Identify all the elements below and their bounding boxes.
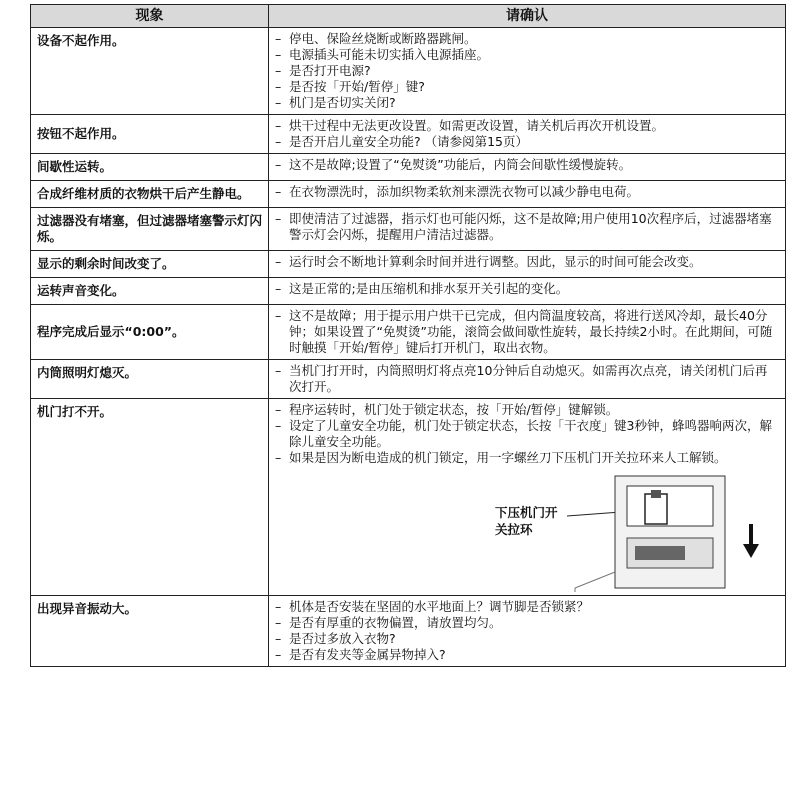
check-item: – 是否有厚重的衣物偏置，请放置均匀。 [275,615,779,631]
check-cell [269,251,786,278]
check-item: – 即使清洁了过滤器，指示灯也可能闪烁，这不是故障;用户使用10次程序后，过滤器堵塞警示灯会闪烁，提醒用户清洁过滤器。 [275,211,779,243]
header-check: 请确认 [269,5,786,28]
troubleshooting-table [30,4,786,667]
check-item: – 这是正常的;是由压缩机和排水泵开关引起的变化。 [275,281,779,297]
check-item: – 停电、保险丝烧断或断路器跳闸。 [275,31,779,47]
check-item: – 当机门打开时，内筒照明灯将点亮10分钟后自动熄灭。如需再次点亮，请关闭机门后再次打开。 [275,363,779,395]
table-row [31,208,786,251]
symptom-cell: 运转声音变化。 [31,278,269,305]
arrow-down-icon [743,524,759,558]
symptom-cell: 显示的剩余时间改变了。 [31,251,269,278]
check-item: – 烘干过程中无法更改设置。如需更改设置，请关机后再次开机设置。 [275,118,779,134]
table-row [31,181,786,208]
check-cell [269,181,786,208]
table-row [31,305,786,360]
troubleshooting-sheet [30,4,785,667]
table-row [31,596,786,667]
symptom-cell: 合成纤维材质的衣物烘干后产生静电。 [31,181,269,208]
door-release-label: 下压机门开关拉环 [495,505,558,537]
table-row [31,115,786,154]
check-item: – 这不是故障;设置了“免熨烫”功能后，内筒会间歇性缓慢旋转。 [275,157,779,173]
symptom-cell: 内筒照明灯熄灭。 [31,360,269,399]
check-cell [269,115,786,154]
latch-slot [635,546,685,560]
check-item: – 是否按「开始/暂停」键? [275,79,779,95]
door-release-illustration [275,472,792,592]
check-item: – 在衣物漂洗时，添加织物柔软剂来漂洗衣物可以减少静电电荷。 [275,184,779,200]
release-tab [651,490,661,498]
symptom-cell: 按钮不起作用。 [31,115,269,154]
check-item: – 运行时会不断地计算剩余时间并进行调整。因此，显示的时间可能会改变。 [275,254,779,270]
table-row [31,399,786,596]
table-row [31,28,786,115]
check-cell [269,305,786,360]
check-item: – 这不是故障；用于提示用户烘干已完成，但内筒温度较高，将进行送风冷却，最长40分钟；如果设置了“免熨烫”功能，滚筒会做间歇性旋转，最长持续2小时。在此期间，可随时触摸「开始/暂停」键后打开机门，取出衣物。 [275,308,779,356]
table-row [31,278,786,305]
header-symptom: 现象 [31,5,269,28]
check-item: – 设定了儿童安全功能，机门处于锁定状态，长按「干衣度」键3秒钟，蜂鸣器响两次，解除儿童安全功能。 [275,418,779,450]
symptom-cell: 设备不起作用。 [31,28,269,115]
check-item: – 机门是否切实关闭? [275,95,779,111]
release-ring [645,494,667,524]
check-cell [269,399,786,596]
check-item: – 电源插头可能未切实插入电源插座。 [275,47,779,63]
check-cell [269,596,786,667]
symptom-cell: 出现异音振动大。 [31,596,269,667]
table-row [31,154,786,181]
check-item: – 程序运转时，机门处于锁定状态，按「开始/暂停」键解锁。 [275,402,779,418]
check-cell [269,208,786,251]
table-row [31,360,786,399]
check-item: – 是否开启儿童安全功能? （请参阅第15页） [275,134,779,150]
table-header-row [31,5,786,28]
symptom-cell: 机门打不开。 [31,399,269,596]
check-cell [269,360,786,399]
hinge-plate [627,486,713,526]
check-cell [269,154,786,181]
check-item: – 是否有发夹等金属异物掉入? [275,647,779,663]
symptom-cell: 程序完成后显示“0:00”。 [31,305,269,360]
check-item: – 是否打开电源? [275,63,779,79]
door-release-figure [275,472,779,592]
symptom-cell: 过滤器没有堵塞，但过滤器堵塞警示灯闪烁。 [31,208,269,251]
check-item: – 是否过多放入衣物? [275,631,779,647]
symptom-cell: 间歇性运转。 [31,154,269,181]
check-item: – 如果是因为断电造成的机门锁定，用一字螺丝刀下压机门开关拉环来人工解锁。 [275,450,779,466]
check-item: – 机体是否安装在坚固的水平地面上？调节脚是否锁紧？ [275,599,779,615]
check-cell [269,28,786,115]
table-row [31,251,786,278]
check-cell [269,278,786,305]
